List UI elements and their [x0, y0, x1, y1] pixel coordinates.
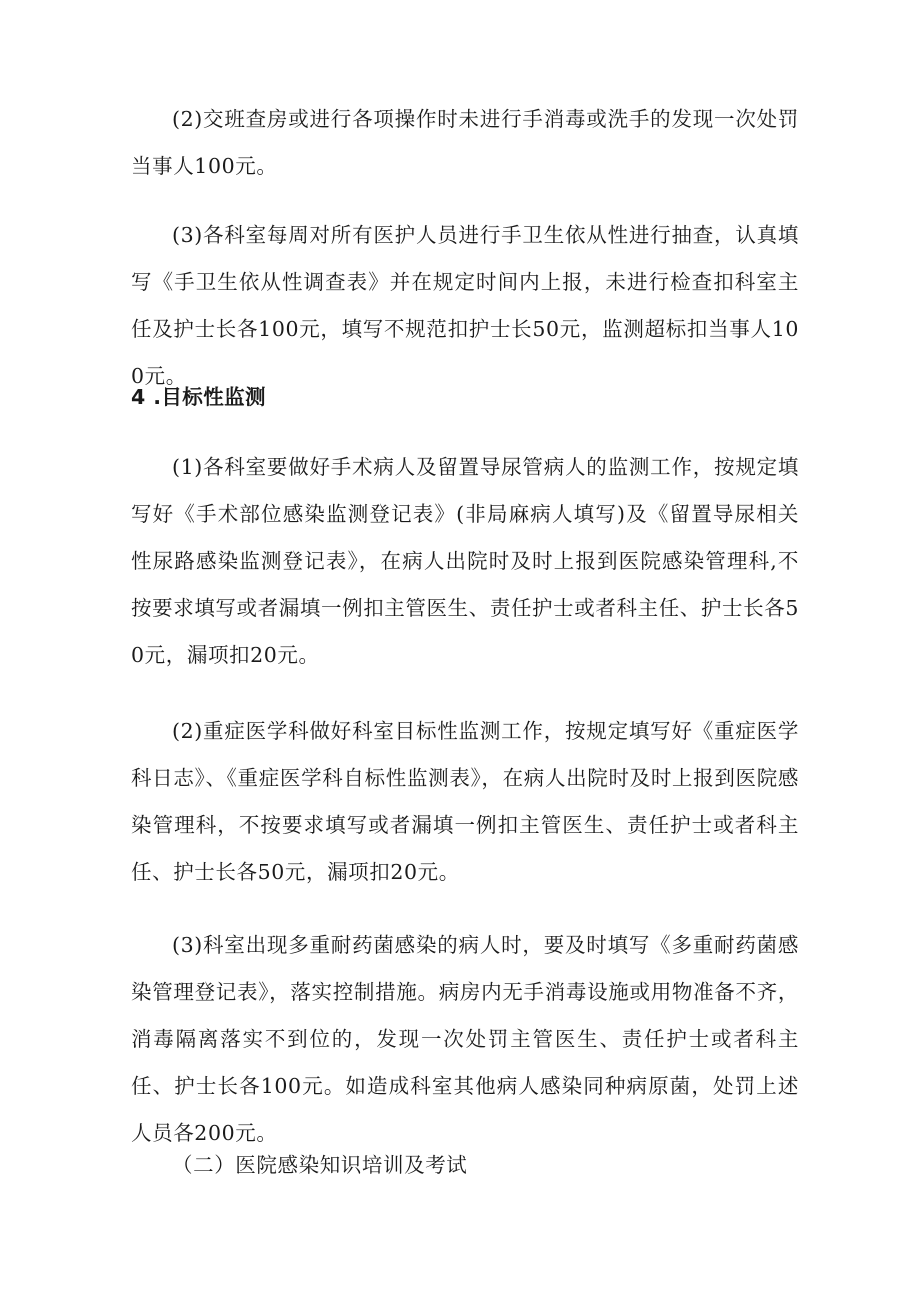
paragraph-icu-monitoring: (2)重症医学科做好科室目标性监测工作，按规定填写好《重症医学科日志》、《重症医学科自标性监测表》，在病人出院时及时上报到医院感染管理科，不按要求填写或者漏填一例扣主管医生、责任护士或者科主任、护士长各50元，漏项扣20元。 [131, 719, 799, 884]
paragraph-hand-hygiene-survey: (3)各科室每周对所有医护人员进行手卫生依从性进行抽查，认真填写《手卫生依从性调查表》并在规定时间内上报，未进行检查扣科室主任及护士长各100元，填写不规范扣护士长50元，监测超标扣当事人100元。 [131, 223, 799, 388]
paragraph-hand-hygiene-rounds: (2)交班查房或进行各项操作时未进行手消毒或洗手的发现一次处罚当事人100元。 [131, 107, 799, 178]
paragraph-multidrug-resistant: (3)科室出现多重耐药菌感染的病人时，要及时填写《多重耐药菌感染管理登记表》，落实控制措施。病房内无手消毒设施或用物准备不齐，消毒隔离落实不到位的，发现一次处罚主管医生、责任护士或者科主任、护士长各100元。如造成科室其他病人感染同种病原菌，处罚上述人员各200元。 [131, 933, 799, 1145]
paragraph-surgical-catheter-monitoring: (1)各科室要做好手术病人及留置导尿管病人的监测工作，按规定填写好《手术部位感染监测登记表》(非局麻病人填写)及《留置导尿相关性尿路感染监测登记表》，在病人出院时及时上报到医院感染管理科,不按要求填写或者漏填一例扣主管医生、责任护士或者科主任、护士长各50元，漏项扣20元。 [131, 455, 799, 667]
section-heading-training-exam: （二）医院感染知识培训及考试 [172, 1153, 468, 1177]
section-heading-target-monitoring: 4 .目标性监测 [131, 385, 266, 409]
